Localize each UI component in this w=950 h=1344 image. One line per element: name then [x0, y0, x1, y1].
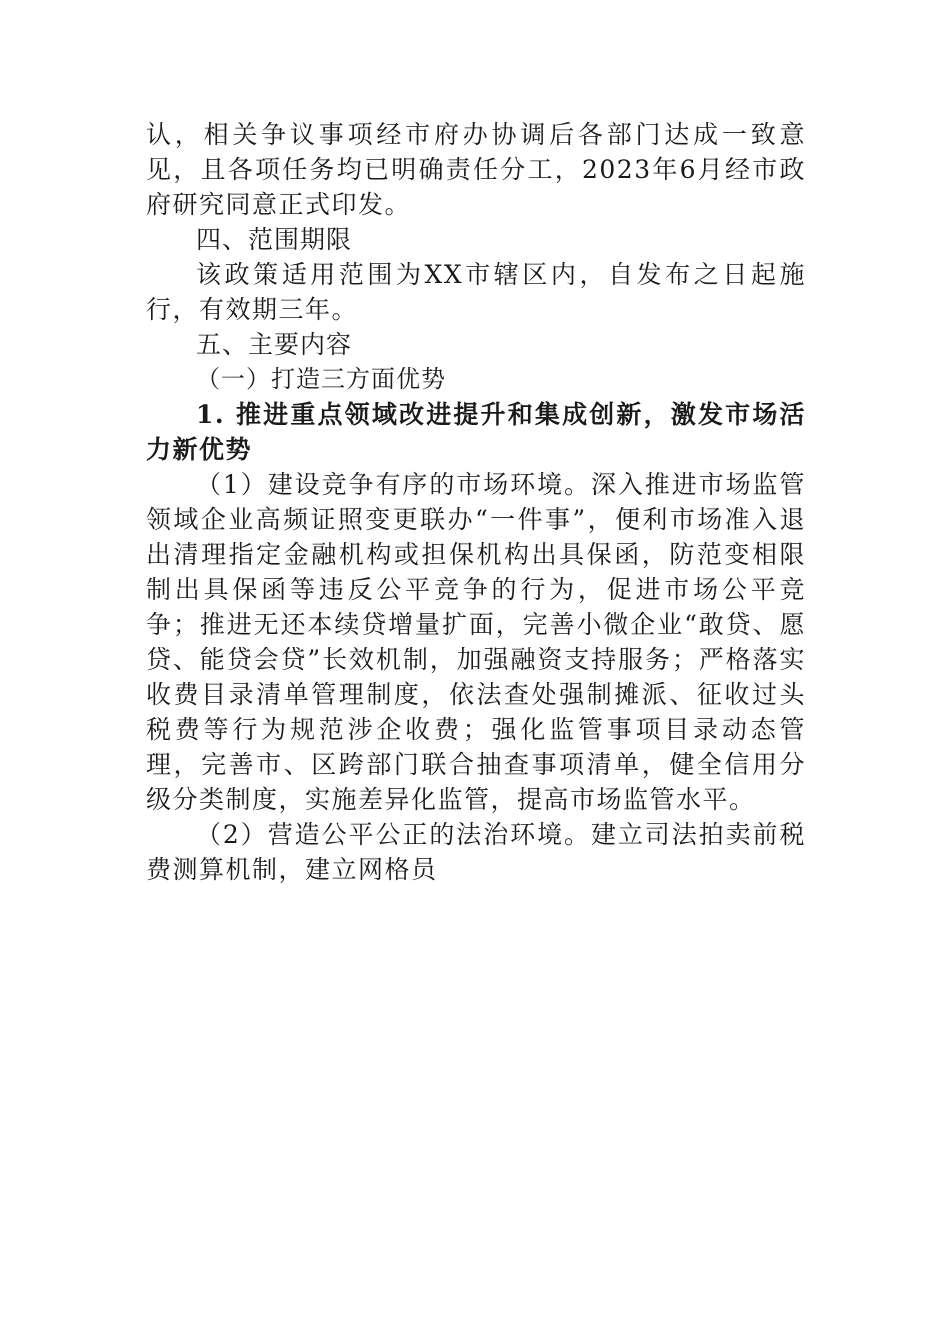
paragraph-market-environment: （1）建设竞争有序的市场环境。深入推进市场监管领域企业高频证照变更联办“一件事”，便利市场准入退出清理指定金融机构或担保机构出具保函，防范变相限制出具保函等违反公平竞争的行为，促进市场公平竞争；推进无还本续贷增量扩面，完善小微企业“敢贷、愿贷、能贷会贷”长效机制，加强融资支持服务；严格落实收费目录清单管理制度，依法查处强制摊派、征收过头税费等行为规范涉企收费；强化监管事项目录动态管理，完善市、区跨部门联合抽查事项清单，健全信用分级分类制度，实施差异化监管，提高市场监管水平。: [146, 470, 806, 814]
section-heading-scope: 四、范围期限: [196, 225, 353, 254]
subsection-heading: （一）打造三方面优势: [196, 365, 446, 393]
paragraph-scope: 该政策适用范围为XX市辖区内，自发布之日起施行，有效期三年。: [146, 260, 806, 324]
paragraph-legal-environment: （2）营造公平公正的法治环境。建立司法拍卖前税费测算机制，建立网格员: [146, 820, 806, 884]
document-body: [146, 117, 806, 887]
bold-item-heading: 1. 推进重点领域改进提升和集成创新，激发市场活力新优势: [146, 400, 806, 464]
section-heading-main-content: 五、主要内容: [196, 330, 353, 359]
paragraph-intro: 认，相关争议事项经市府办协调后各部门达成一致意见，且各项任务均已明确责任分工，2023年6月经市政府研究同意正式印发。: [146, 120, 806, 219]
